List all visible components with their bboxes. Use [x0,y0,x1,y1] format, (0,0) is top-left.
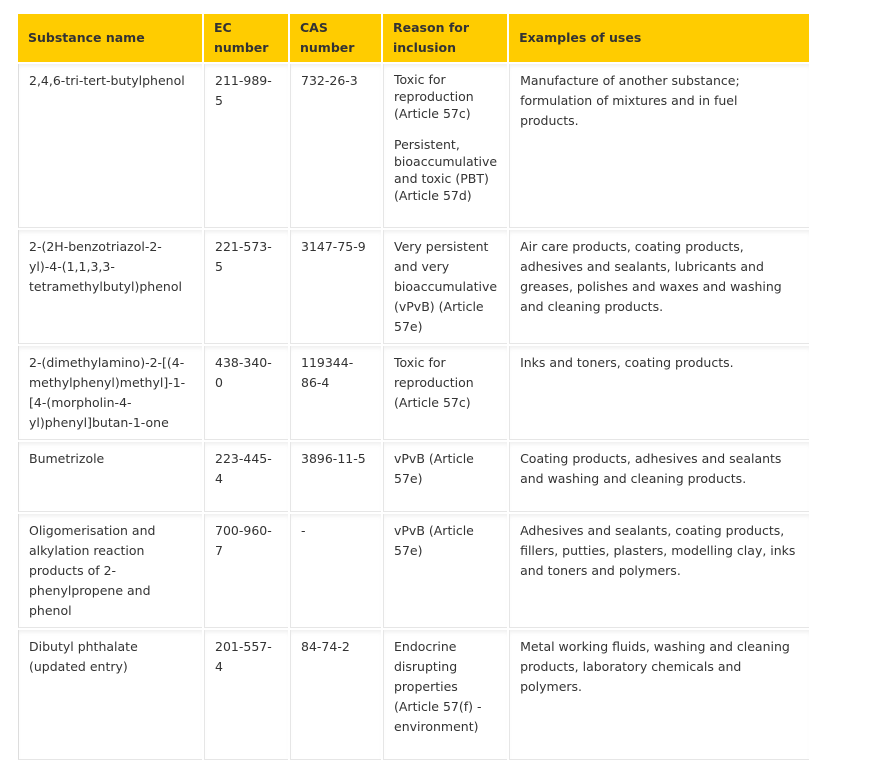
table-row [18,514,809,628]
header-cas-number: CAS number [290,14,381,62]
cell-substance-name: 2-(2H-benzotriazol-2-yl)-4-(1,1,3,3-tetramethylbutyl)phenol [18,230,202,344]
cell-reason [383,514,507,628]
cell-cas-number: 119344-86-4 [290,346,381,440]
cell-ec-number: 700-960-7 [204,514,288,628]
cell-cas-number: 3896-11-5 [290,442,381,512]
reason-text: Toxic for reproduction (Article 57c) [394,72,474,121]
cell-reason [383,230,507,344]
cell-substance-name: Dibutyl phthalate (updated entry) [18,630,202,760]
cell-cas-number: 84-74-2 [290,630,381,760]
cell-cas-number: 732-26-3 [290,64,381,228]
cell-examples: Air care products, coating products, adhesives and sealants, lubricants and greases, polishes and waxes and washing and cleaning products. [509,230,809,344]
table-row [18,64,809,228]
cell-ec-number: 438-340-0 [204,346,288,440]
reason-text: Endocrine disrupting properties (Article 57(f) - environment) [394,639,482,734]
cell-examples: Manufacture of another substance; formulation of mixtures and in fuel products. [509,64,809,228]
cell-examples: Metal working fluids, washing and cleaning products, laboratory chemicals and polymers. [509,630,809,760]
cell-cas-number: - [290,514,381,628]
table-row [18,630,809,760]
cell-reason [383,630,507,760]
table-row [18,230,809,344]
cell-substance-name: Bumetrizole [18,442,202,512]
table-header-row [18,14,809,62]
cell-substance-name: 2-(dimethylamino)-2-[(4-methylphenyl)methyl]-1-[4-(morpholin-4-yl)phenyl]butan-1-one [18,346,202,440]
reason-text: vPvB (Article 57e) [394,523,474,558]
cell-reason [383,64,507,228]
reason-text: vPvB (Article 57e) [394,451,474,486]
cell-substance-name: Oligomerisation and alkylation reaction products of 2-phenylpropene and phenol [18,514,202,628]
table-row [18,346,809,440]
reason-text: Persistent, bioaccumulative and toxic (PBT) (Article 57d) [394,137,498,203]
svhc-table-wrapper [16,12,811,762]
header-reason: Reason for inclusion [383,14,507,62]
cell-substance-name: 2,4,6-tri-tert-butylphenol [18,64,202,228]
cell-reason [383,442,507,512]
cell-ec-number: 223-445-4 [204,442,288,512]
table-row [18,442,809,512]
cell-ec-number: 211-989-5 [204,64,288,228]
cell-examples: Coating products, adhesives and sealants and washing and cleaning products. [509,442,809,512]
reason-text: Toxic for reproduction (Article 57c) [394,355,474,410]
reason-text: Very persistent and very bioaccumulative (vPvB) (Article 57e) [394,239,498,334]
cell-ec-number: 201-557-4 [204,630,288,760]
header-substance-name: Substance name [18,14,202,62]
cell-reason [383,346,507,440]
header-ec-number: EC number [204,14,288,62]
cell-ec-number: 221-573-5 [204,230,288,344]
substances-table [16,12,811,762]
cell-examples: Adhesives and sealants, coating products, fillers, putties, plasters, modelling clay, inks and toners and polymers. [509,514,809,628]
cell-examples: Inks and toners, coating products. [509,346,809,440]
cell-cas-number: 3147-75-9 [290,230,381,344]
header-examples: Examples of uses [509,14,809,62]
